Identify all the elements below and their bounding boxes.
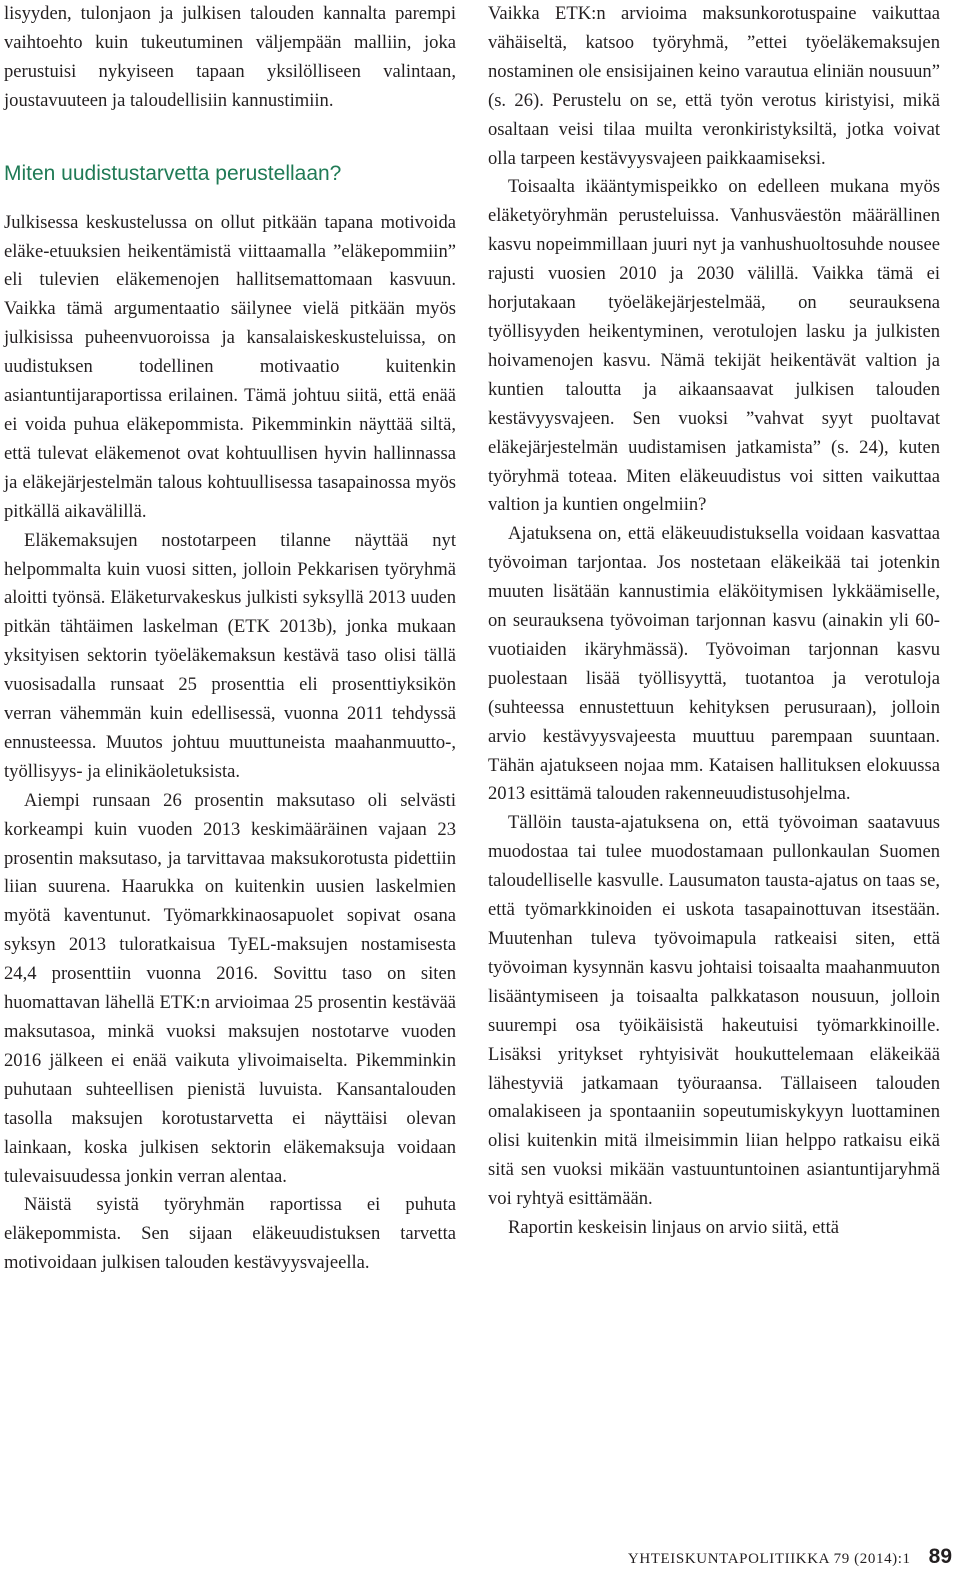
section-heading: Miten uudistustarvetta perustellaan? [4,161,342,185]
paragraph: Eläkemaksujen nostotarpeen tilanne näyttää nyt helpommalta kuin vuosi sitten, jolloin Pekkarisen työryhmä aloitti työnsä. Eläketurvakeskus julkisti syksyllä 2013 uuden pitkän tähtäimen laskelman (ETK 2013b), jonka mukaan yksityisen sektorin työeläkemaksun kestävä taso olisi tällä vuosisadalla runsaat 25 prosenttia eli prosenttiyksikön verran vähemmän kuin edellisessä, vuonna 2011 tehdyssä ennusteessa. Muutos johtuu muuttuneista maahanmuutto-, työllisyys- ja elinikäoletuksista. [4,529,456,782]
right-column [488,0,940,1243]
left-column [4,0,456,1278]
paragraph: Vaikka ETK:n arvioima maksunkorotuspaine vaikuttaa vähäiseltä, katsoo työryhmä, ”ettei työeläkemaksujen nostaminen ole ensisijainen keino varautua eliniän nousuun” (s. 26). Perustelu on se, että työn verotus kiristyisi, mikä osaltaan veisi tilaa muilta veronkiristyksiltä, jotka voivat olla tarpeen kestävyysvajeen paikkaamiseksi. [488,3,940,169]
paragraph: Näistä syistä työryhmän raportissa ei puhuta eläkepommista. Sen sijaan eläkeuudistuksen tarvetta motivoidaan julkisen talouden kestävyysvajeella. [4,1194,456,1274]
journal-name: YHTEISKUNTAPOLITIIKKA 79 (2014):1 [627,1551,911,1567]
paragraph: lisyyden, tulonjaon ja julkisen talouden kannalta parempi vaihtoehto kuin tukeutuminen väljempään malliin, joka perustuisi nykyiseen tapaan yksilölliseen valintaan, joustavuuteen ja taloudellisiin kannustimiin. [4,3,456,111]
paragraph: Julkisessa keskustelussa on ollut pitkään tapana motivoida eläke-etuuksien heikentämistä viittaamalla ”eläkepommiin” eli tulevien eläkemenojen hallitsemattomaan kasvuun. Vaikka tämä argumentaatio säilynee vielä pitkään myös julkisissa puheenvuoroissa ja kansalaiskeskusteluissa, on uudistuksen todellinen motivaatio kuitenkin asiantuntijaraportissa erilainen. Tämä johtuu siitä, että enää ei voida puhua eläkepommista. Pikemminkin näyttää siltä, että tulevat eläkemenot ovat kohtuullisen hyvin hallinnassa ja eläkejärjestelmän talous kohtuullisessa tasapainossa myös pitkällä aikavälillä. [4,211,456,522]
page-number: 89 [928,1545,952,1568]
paragraph: Toisaalta ikääntymispeikko on edelleen mukana myös eläketyöryhmän perusteluissa. Vanhusväestön määrällinen kasvu nopeimmillaan juuri nyt ja vanhushuoltosuhde nousee rajusti vuosien 2010 ja 2030 välillä. Vaikka tämä ei horjutakaan työeläkejärjestelmää, on seurauksena työllisyyden heikentyminen, verotulojen lasku ja julkisten hoivamenojen kasvu. Nämä tekijät heikentävät valtion ja kuntien taloutta ja aikaansaavat julkisen talouden kestävyysvajeen. Sen vuoksi ”vahvat syyt puoltavat eläkejärjestelmän uudistamisen jatkamista” (s. 24), kuten työryhmä toteaa. Miten eläkeuudistus voi sitten vaikuttaa valtion ja kuntien ongelmiin? [488,176,940,516]
paragraph: Aiempi runsaan 26 prosentin maksutaso oli selvästi korkeampi kuin vuoden 2013 keskimääräinen vajaan 23 prosentin maksutaso, ja tarvittavaa maksukorotusta pidettiin liian suurena. Haarukka on kuitenkin uusien laskelmien myötä kaventunut. Työmarkkinaosapuolet sopivat osana syksyn 2013 tuloratkaisua TyEL-maksujen nostamisesta 24,4 prosenttiin vuonna 2016. Sovittu taso on siten huomattavan lähellä ETK:n arvioimaa 25 prosentin kestävää maksutasoa, minkä vuoksi maksujen nostotarve vuoden 2016 jälkeen ei enää vaikuta ylivoimaiselta. Pikemminkin puhutaan suhteellisen pienistä luvuista. Kansantalouden tasolla maksujen korotustarvetta ei näyttäisi olevan lainkaan, koska julkisen sektorin eläkemaksuja voidaan tulevaisuudessa jonkin verran alentaa. [4,789,456,1187]
paragraph: Raportin keskeisin linjaus on arvio siitä, että [508,1217,840,1239]
paragraph: Ajatuksena on, että eläkeuudistuksella voidaan kasvattaa työvoiman tarjontaa. Jos nostetaan eläkeikää tai jotenkin muuten lisätään kannustimia eläköitymisen lykkäämiselle, on seurauksena työvoiman tarjonnan kasvu (ainakin yli 60-vuotiaiden ikäryhmässä). Työvoiman tarjonnan kasvu puolestaan lisää työllisyyttä, tuotantoa ja verotuloja (suhteessa ennustettuun kehityksen perusuraan), jolloin arvio kestävyysvajeesta muuttuu parempaan suuntaan. Tähän ajatukseen nojaa mm. Kataisen hallituksen elokuussa 2013 esittämä talouden rakenneuudistusohjelma. [488,523,940,805]
paragraph: Tällöin tausta-ajatuksena on, että työvoiman saatavuus muodostaa tai tulee muodostamaan pullonkaulan Suomen taloudelliselle kasvulle. Lausumaton tausta-ajatus on taas se, että työmarkkinoiden ei uskota tasapainottuvan itsestään. Muutenhan tuleva työvoimapula ratkeaisi siten, että työvoiman kysynnän kasvu johtaisi toisaalta maahanmuuton lisääntymiseen ja toisaalta palkkatason nousuun, jolloin suurempi osa työikäisistä hakeutuisi työmarkkinoille. Lisäksi yritykset ryhtyisivät houkuttelemaan eläkeikää lähestyviä jatkamaan työuraansa. Tällaiseen talouden omalakiseen ja spontaaniin sopeutumiskykyyn luottaminen olisi kuitenkin mitä ilmeisimmin liian helppo ratkaisu eikä sitä sen vuoksi mikään vastuuntuntoinen asiantuntijaryhmä voi ryhtyä esittämään. [488,812,940,1210]
page-footer [628,1545,952,1569]
